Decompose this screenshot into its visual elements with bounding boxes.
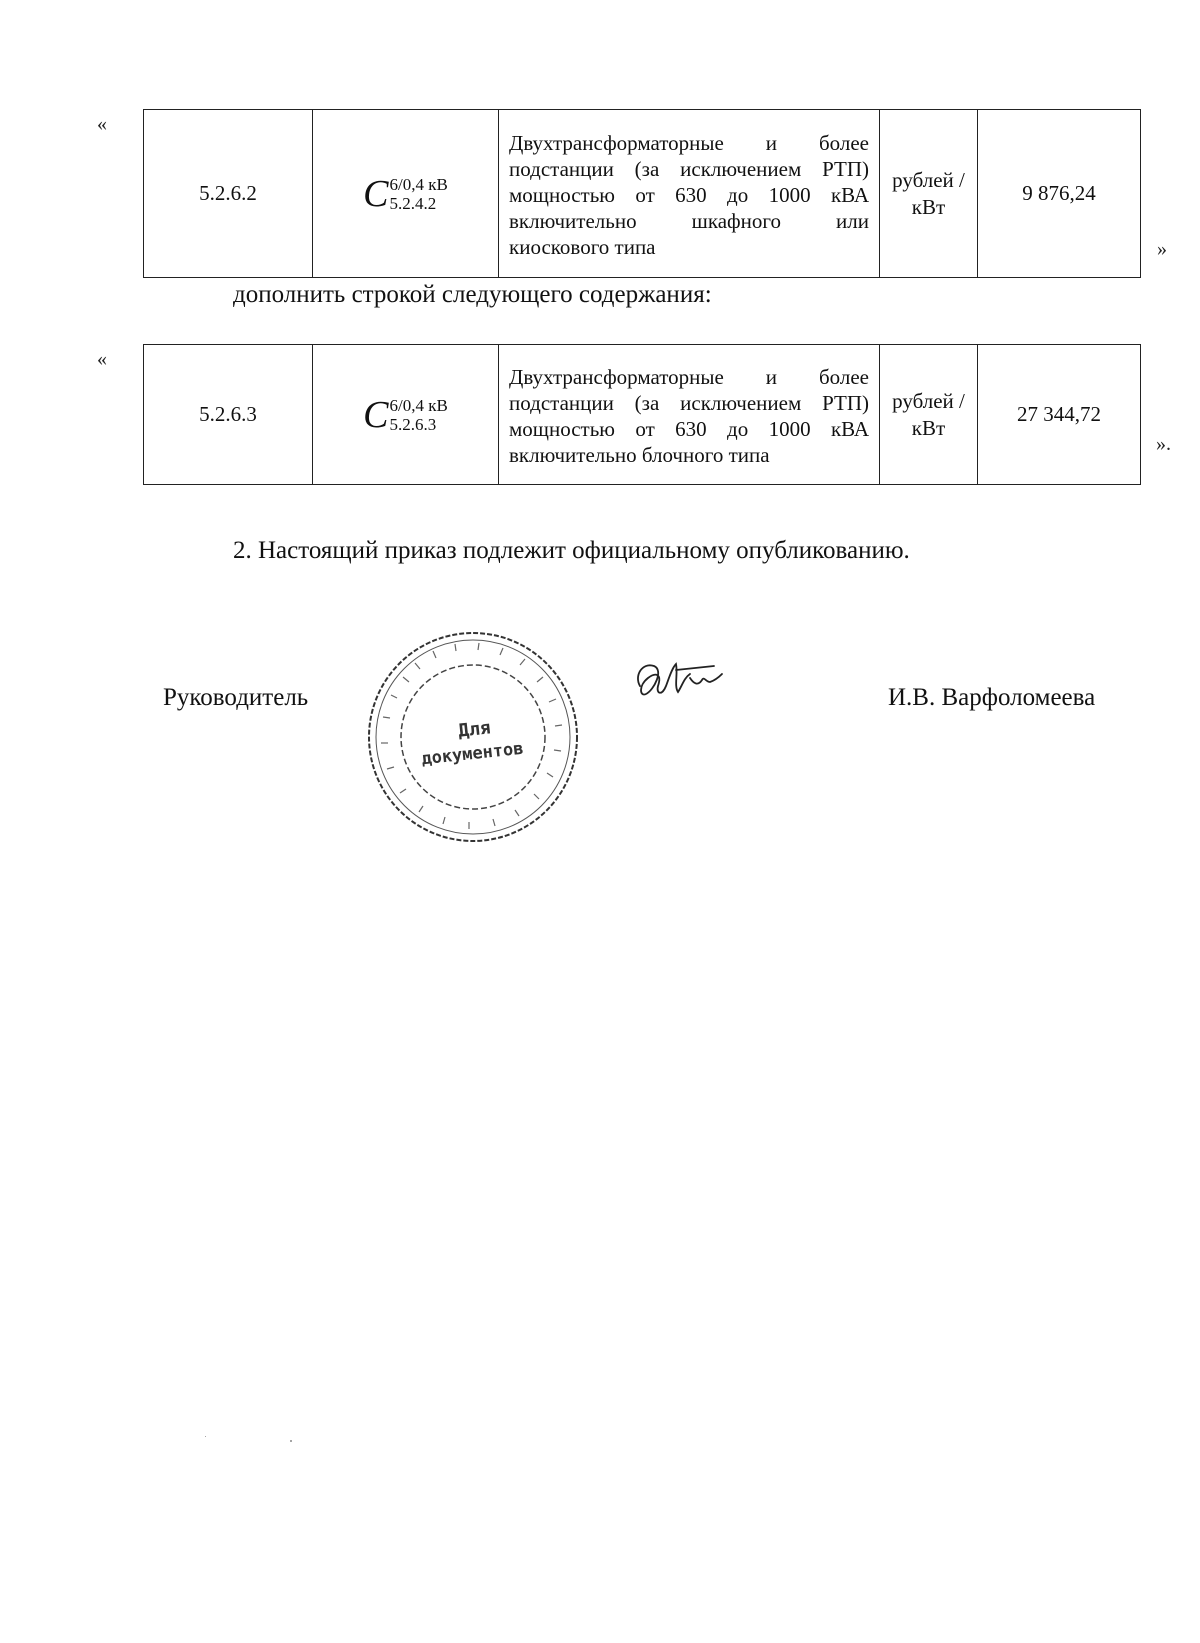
table-row [144,110,1141,278]
signatory-name: И.В. Варфоломеева [888,684,1096,711]
stamp-text-1: Для [457,717,492,742]
symbol-superscript: 6/0,4 кВ [389,174,448,194]
scan-speck [205,1436,206,1437]
row-number: 5.2.6.3 [144,345,313,485]
row-description: Двухтрансформаторные и более подстанции (за исключением РТП) мощностью от 630 до 1000 кВА включительно блочного типа [499,345,880,485]
row-value: 27 344,72 [978,345,1141,485]
insert-instruction: дополнить строкой следующего содержания: [233,281,712,308]
formula-symbol [363,172,448,216]
tariff-table-1 [143,109,1141,278]
row-description: Двухтрансформаторные и более подстанции (за исключением РТП) мощностью от 630 до 1000 кВА включительно шкафного или киоскового типа [499,110,880,278]
signatory-position: Руководитель [163,684,309,711]
scan-speck [290,1440,292,1442]
table-row [144,345,1141,485]
row-unit: рублей /кВт [880,345,978,485]
symbol-subscript: 5.2.6.3 [389,414,437,434]
row-unit: рублей /кВт [880,110,978,278]
formula-symbol [363,393,448,437]
tariff-symbol [313,345,499,485]
symbol-subscript: 5.2.4.2 [389,193,437,213]
tariff-table-2 [143,344,1141,485]
order-item-2: 2. Настоящий приказ подлежит официальному опубликованию. [233,537,910,564]
open-quote-1: « [97,113,107,135]
symbol-superscript: 6/0,4 кВ [389,395,448,415]
symbol-indices [390,175,448,213]
stamp-text-2: документов [420,738,525,770]
row-number: 5.2.6.2 [144,110,313,278]
handwritten-signature [632,656,742,706]
symbol-letter: C [363,172,389,215]
official-stamp [363,627,583,847]
row-value: 9 876,24 [978,110,1141,278]
symbol-indices [390,396,448,434]
tariff-symbol [313,110,499,278]
close-quote-2: ». [1156,433,1171,455]
symbol-letter: C [363,393,389,436]
open-quote-2: « [97,348,107,370]
close-quote-1: » [1157,238,1167,260]
